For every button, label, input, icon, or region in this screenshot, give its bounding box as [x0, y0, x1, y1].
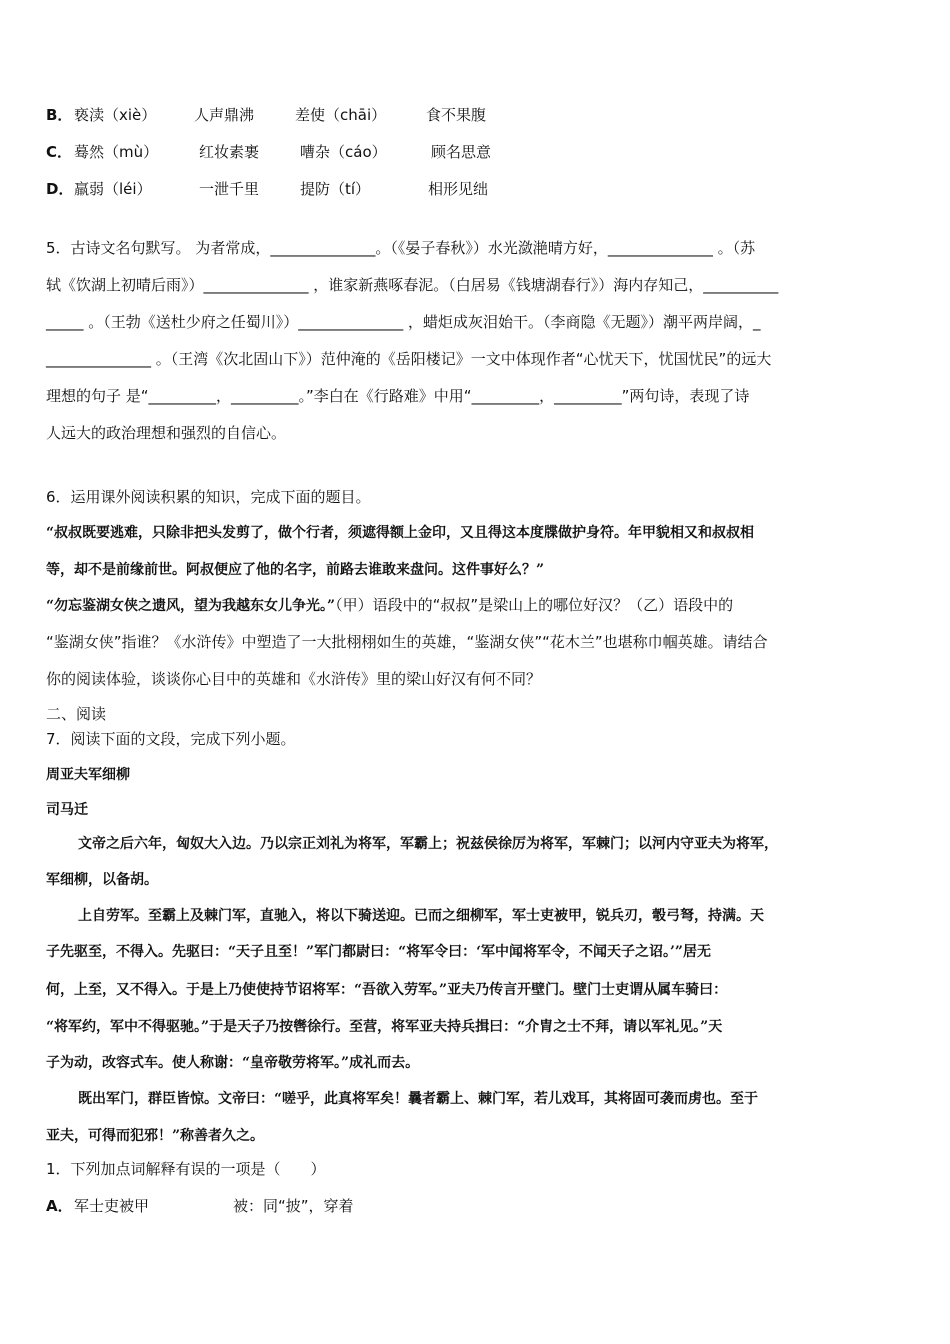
question-6-title: 6．运用课外阅读积累的知识，完成下面的题目。: [46, 488, 371, 506]
question-5-line: 轼《饮湖上初晴后雨》）______________ ，谁家新燕啄春泥。（白居易《钱塘湖春行》）海内存知己，__________: [46, 276, 779, 294]
question-5-line: 理想的句子 是“_________，_________。”李白在《行路难》中用“_________，_________”两句诗，表现了诗: [46, 387, 750, 405]
option-item: 军士吏被甲: [74, 1197, 150, 1215]
option-note: 被：同“披”，穿着: [233, 1197, 354, 1215]
question-5-line: _____ 。（王勃《送杜少府之任蜀川》）______________ ，蜡炬成灰泪始干。（李商隐《无题》）潮平两岸阔，_: [46, 313, 761, 331]
passage-line: 文帝之后六年，匈奴大入边。乃以宗正刘礼为将军，军霸上；祝兹侯徐厉为将军，军棘门；以河内守亚夫为将军，: [78, 836, 778, 852]
option-item: 嘈杂（cáo）: [300, 143, 387, 161]
passage-line: 子为动，改容式车。使人称谢：“皇帝敬劳将军。”成礼而去。: [46, 1055, 420, 1071]
option-item: 一泄千里: [199, 180, 260, 198]
sub-question-1: 1．下列加点词解释有误的一项是（ ）: [46, 1160, 326, 1178]
option-item: 顾名思意: [431, 143, 492, 161]
question-6-line: 你的阅读体验，谈谈你心目中的英雄和《水浒传》里的梁山好汉有何不同？: [46, 670, 542, 688]
section-heading: 二、阅读: [46, 705, 107, 723]
option-item: 蓦然（mù）: [74, 143, 159, 161]
question-6-line: “鉴湖女侠”指谁？《水浒传》中塑造了一大批栩栩如生的英雄，“鉴湖女侠”“花木兰”也堪称巾帼英雄。请结合: [46, 633, 768, 651]
quote-line: 等，却不是前缘前世。阿叔便应了他的名字，前路去谁敢来盘问。这件事好么？”: [46, 562, 545, 578]
question-5-line: 5．古诗文名句默写。 为者常成，______________。（《晏子春秋》）水光潋滟晴方好，______________ 。（苏: [46, 239, 756, 257]
question-5-line: ______________ 。（王湾《次北固山下》）范仲淹的《岳阳楼记》一文中体现作者“心忧天下，忧国忧民”的远大: [46, 350, 772, 368]
question-6-text: （甲）语段中的“叔叔”是梁山上的哪位好汉？（乙）语段中的: [335, 596, 734, 614]
option-item: 羸弱（léi）: [74, 180, 152, 198]
option-item: 亵渎（xiè）: [74, 106, 157, 124]
passage-line: 亚夫，可得而犯邪！”称善者久之。: [46, 1128, 265, 1144]
passage-title: 周亚夫军细柳: [46, 767, 130, 783]
quote-line: “叔叔既要逃难，只除非把头发剪了，做个行者，须遮得额上金印，又且得这本度牒做护身符。年甲貌相又和叔叔相: [46, 525, 755, 541]
option-label: B．: [46, 106, 73, 124]
option-label: A．: [46, 1197, 73, 1215]
passage-line: “将军约，军中不得驱驰。”于是天子乃按辔徐行。至营，将军亚夫持兵揖曰：“介胄之士不拜，请以军礼见。”天: [46, 1019, 723, 1035]
option-item: 红妆素裹: [199, 143, 260, 161]
passage-line: 子先驱至，不得入。先驱曰：“天子且至！”军门都尉曰：“将军令曰：‘军中闻将军令，不闻天子之诏。’”居无: [46, 944, 711, 960]
question-7-title: 7．阅读下面的文段，完成下列小题。: [46, 730, 296, 748]
passage-line: 何，上至，又不得入。于是上乃使使持节诏将军：“吾欲入劳军。”亚夫乃传言开壁门。壁门士吏谓从属车骑曰：: [46, 982, 728, 998]
question-6-line: [46, 594, 733, 615]
question-5: [46, 230, 884, 452]
passage-line: 上自劳军。至霸上及棘门军，直驰入，将以下骑送迎。已而之细柳军，军士吏被甲，锐兵刃，彀弓弩，持满。天: [78, 908, 764, 924]
question-5-line: 人远大的政治理想和强烈的自信心。: [46, 424, 287, 442]
option-label: D．: [46, 180, 74, 198]
option-item: 相形见绌: [428, 180, 489, 198]
passage-line: 军细柳，以备胡。: [46, 872, 158, 888]
option-item: 差使（chāi）: [295, 106, 387, 124]
option-item: 食不果腹: [426, 106, 487, 124]
passage-author: 司马迁: [46, 802, 88, 818]
option-item: 提防（tí）: [300, 180, 371, 198]
quote-inline: “勿忘鉴湖女侠之遗风，望为我越东女儿争光。”: [46, 598, 336, 614]
option-item: 人声鼎沸: [194, 106, 255, 124]
option-label: C．: [46, 143, 73, 161]
passage-line: 既出军门，群臣皆惊。文帝曰：“嗟乎，此真将军矣！曩者霸上、棘门军，若儿戏耳，其将固可袭而虏也。至于: [78, 1091, 759, 1107]
